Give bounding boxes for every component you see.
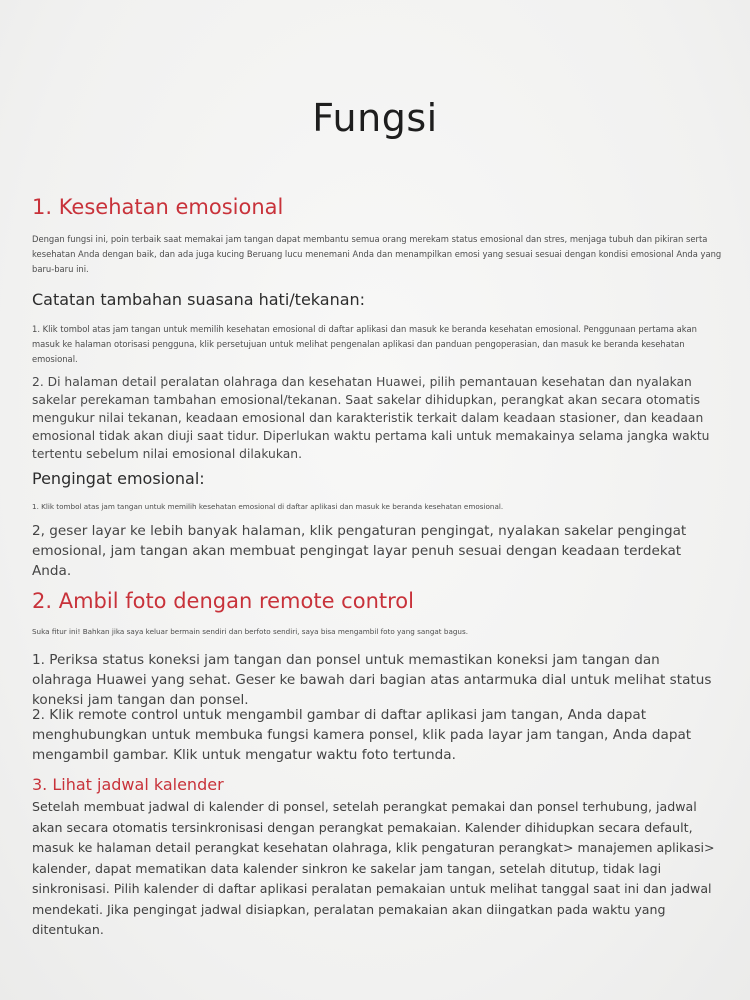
section-1-intro: Dengan fungsi ini, poin terbaik saat memakai jam tangan dapat membantu semua orang merekam status emosional dan stres, menjaga tubuh dan pikiran serta kesehatan Anda dengan baik, dan ada juga kucing Beruang lucu menemani Anda dan menampilkan emosi yang sesuai sesuai dengan kondisi emosional Anda yang baru-baru ini. [32,234,722,274]
emotion-reminder-step-2: 2, geser layar ke lebih banyak halaman, klik pengaturan pengingat, nyalakan sakelar pengingat emosional, jam tangan akan membuat pengingat layar penuh sesuai dengan keadaan terdekat Anda. [32,523,687,579]
section-1-heading: 1. Kesehatan emosional [32,195,284,219]
mood-stress-step-2: 2. Di halaman detail peralatan olahraga dan kesehatan Huawei, pilih pemantauan kesehatan dan nyalakan sakelar perekaman tambahan emosional/tekanan. Saat sakelar dihidupkan, perangkat akan secara otomatis mengukur nilai tekanan, keadaan emosional dan karakteristik terkait dalam keadaan stasioner, dan keadaan emosional tidak akan diuji saat tidur. Diperlukan waktu pertama kali untuk memakainya selama jangka waktu tertentu sebelum nilai emosional dilakukan. [32,375,710,461]
remote-photo-step-2: 2. Klik remote control untuk mengambil gambar di daftar aplikasi jam tangan, Anda dapat menghubungkan untuk membuka fungsi kamera ponsel, klik pada layar jam tangan, Anda dapat mengambil gambar. Klik untuk mengatur waktu foto tertunda. [32,707,692,763]
mood-stress-subheading: Catatan tambahan suasana hati/tekanan: [32,290,366,309]
remote-photo-step-1: 1. Periksa status koneksi jam tangan dan ponsel untuk memastikan koneksi jam tangan dan olahraga Huawei yang sehat. Geser ke bawah dari bagian atas antarmuka dial untuk melihat status koneksi jam tangan dan ponsel. [32,652,712,708]
page-title: Fungsi [312,96,438,140]
calendar-body: Setelah membuat jadwal di kalender di ponsel, setelah perangkat pemakai dan ponsel terhubung, jadwal akan secara otomatis tersinkronisasi dengan perangkat pemakaian. Kalender dihidupkan secara default, masuk ke halaman detail perangkat kesehatan olahraga, klik pengaturan perangkat> manajemen aplikasi> kalender, dapat mematikan data kalender sinkron ke sakelar jam tangan, setelah ditutup, tidak lagi sinkronisasi. Pilih kalender di daftar aplikasi peralatan pemakaian untuk melihat tanggal saat ini dan jadwal mendekati. Jika pengingat jadwal disiapkan, peralatan pemakaian akan diingatkan pada waktu yang ditentukan. [32,799,715,937]
emotion-reminder-step-1: 1. Klik tombol atas jam tangan untuk memilih kesehatan emosional di daftar aplikasi dan masuk ke beranda kesehatan emosional. [32,502,504,511]
section-3-heading: 3. Lihat jadwal kalender [32,775,224,794]
mood-stress-step-1: 1. Klik tombol atas jam tangan untuk memilih kesehatan emosional di daftar aplikasi dan masuk ke beranda kesehatan emosional. Penggunaan pertama akan masuk ke halaman otorisasi pengguna, klik persetujuan untuk melihat pengenalan aplikasi dan panduan pengoperasian, dan masuk ke beranda kesehatan emosional. [32,324,697,364]
section-2-heading: 2. Ambil foto dengan remote control [32,589,414,613]
section-2-intro: Suka fitur ini! Bahkan jika saya keluar bermain sendiri dan berfoto sendiri, saya bisa mengambil foto yang sangat bagus. [32,627,469,636]
emotion-reminder-subheading: Pengingat emosional: [32,469,205,488]
